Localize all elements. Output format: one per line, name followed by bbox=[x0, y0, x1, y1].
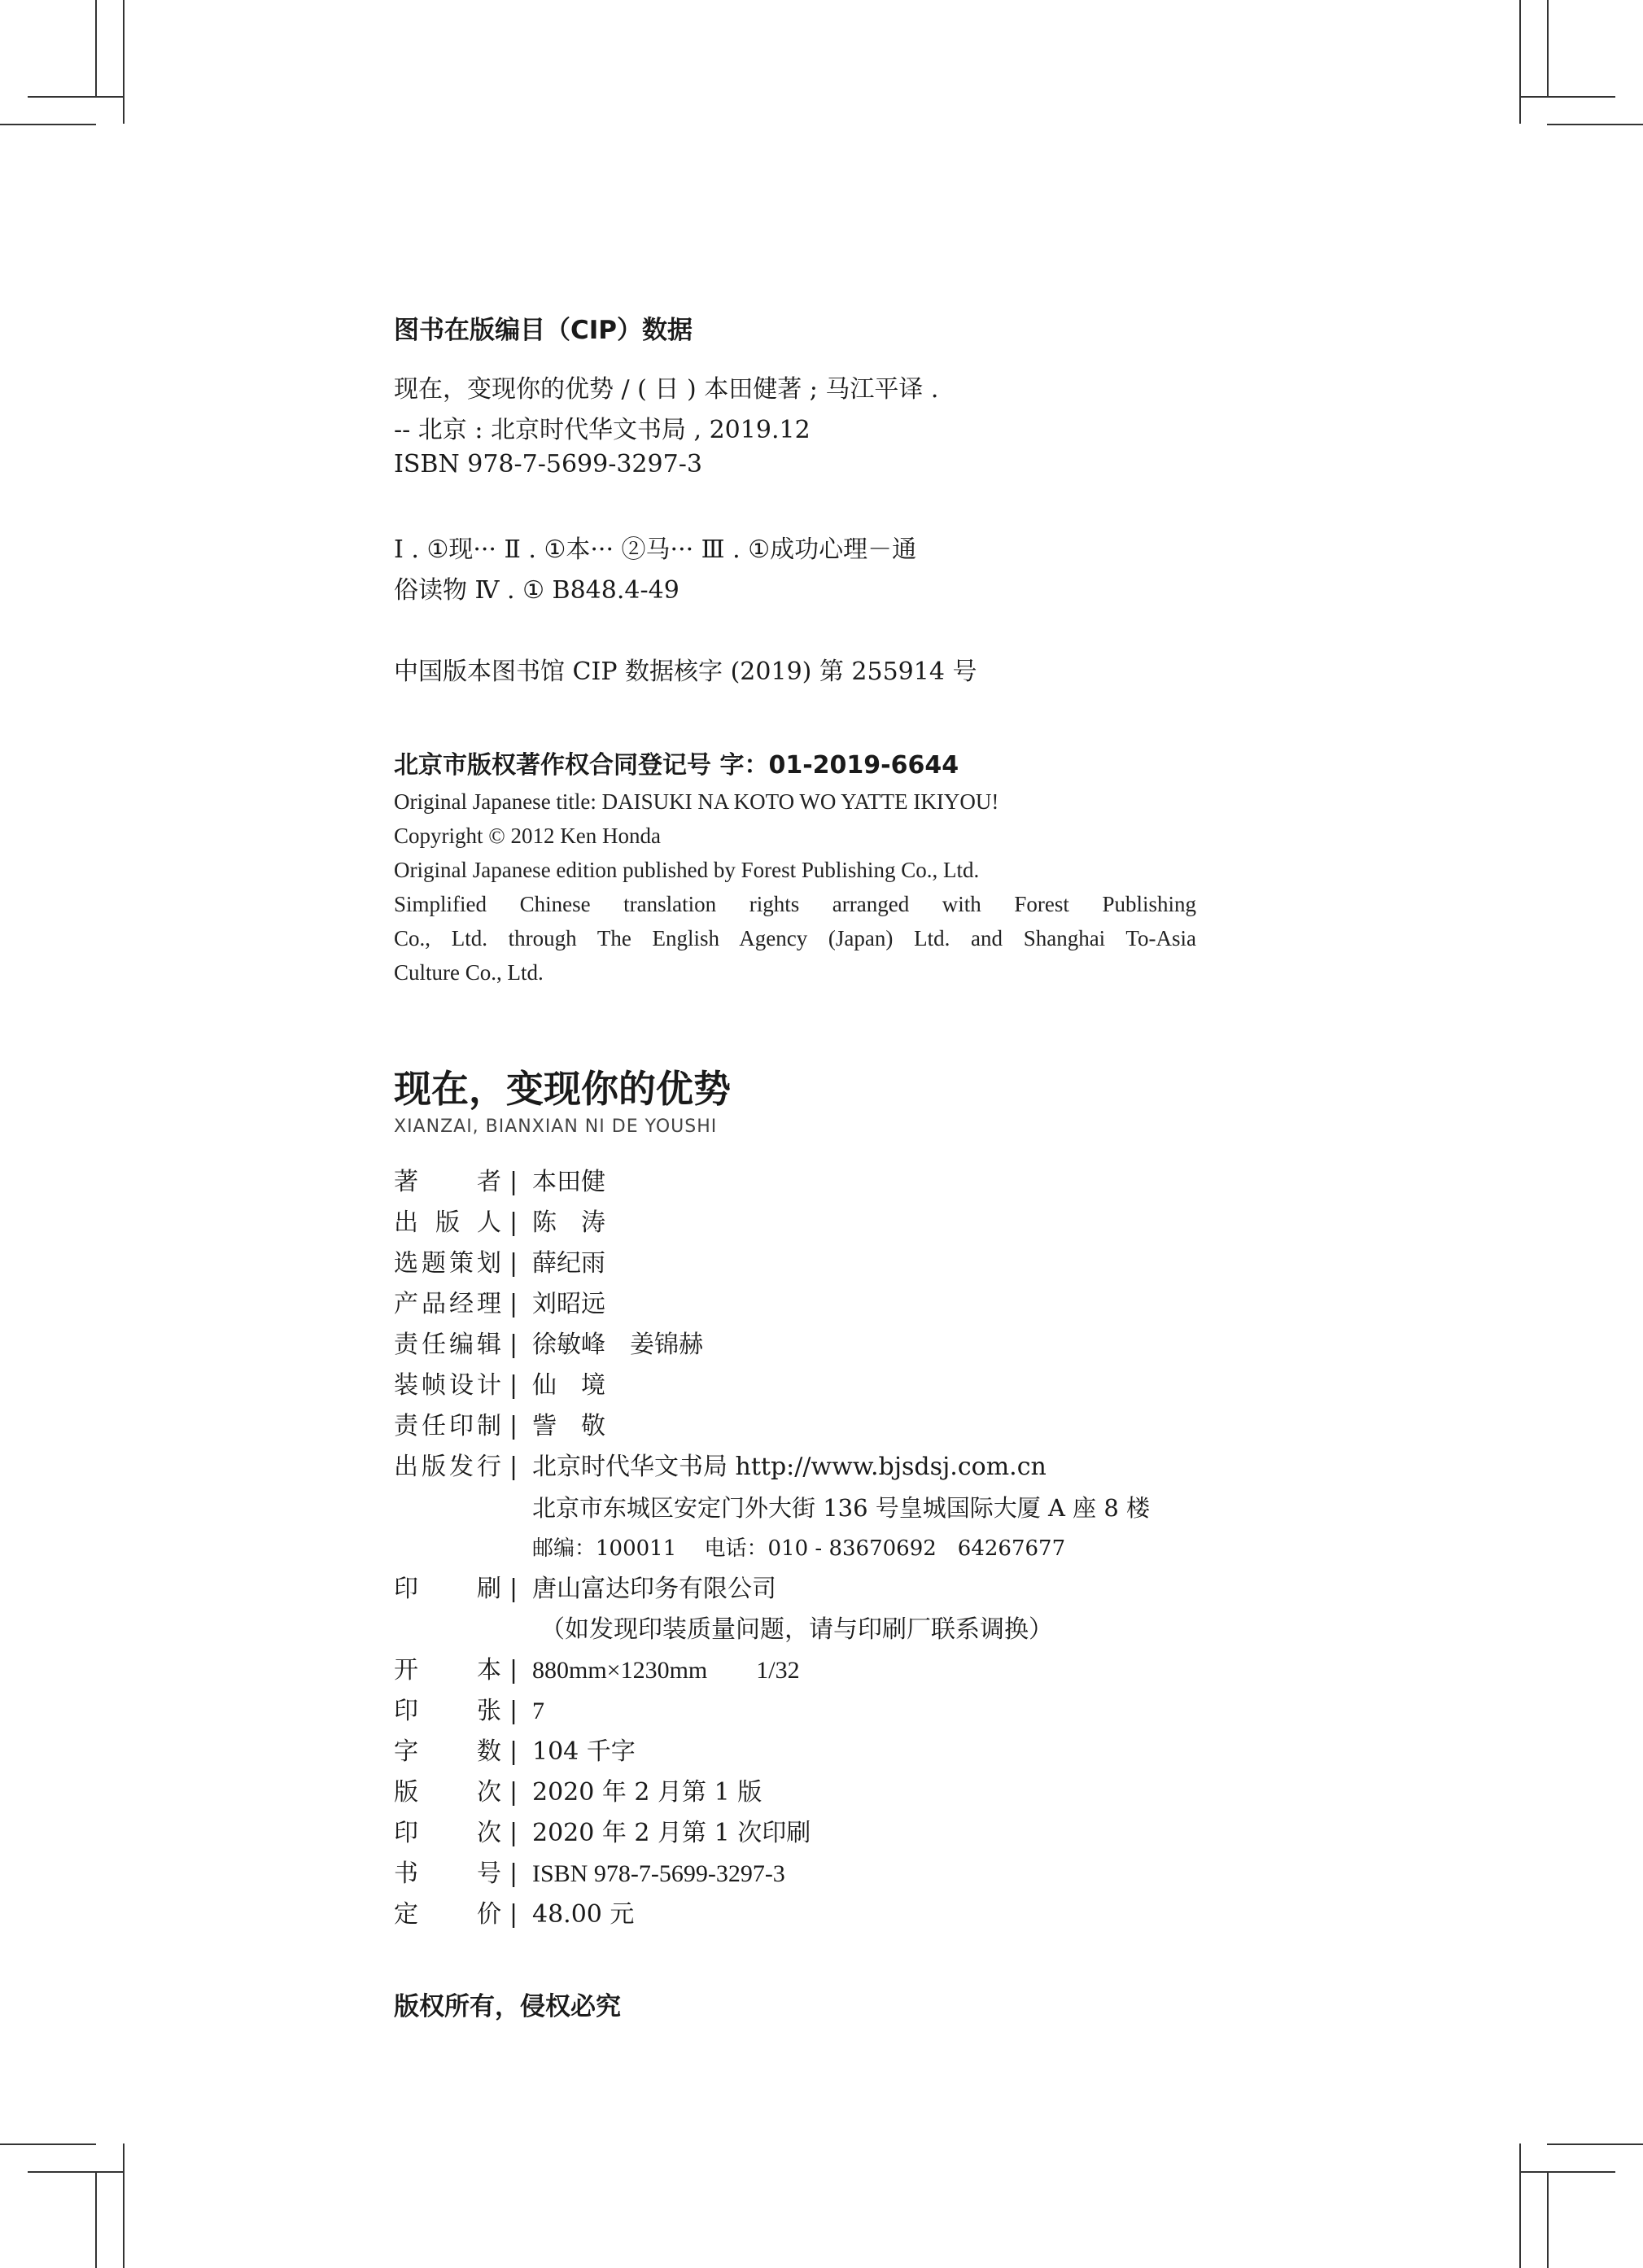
crop-mark bbox=[95, 0, 97, 96]
credit-row-distribution bbox=[394, 1449, 1289, 1490]
credit-label: 印次 bbox=[394, 1819, 501, 1847]
crop-mark bbox=[28, 2171, 124, 2173]
crop-mark bbox=[1519, 0, 1521, 124]
credit-row-price bbox=[394, 1897, 1289, 1938]
publisher-contact: 邮编：100011 电话：010 - 83670692 64267677 bbox=[532, 1536, 1066, 1561]
credit-label: 著者 bbox=[394, 1168, 501, 1196]
publisher-address: 北京市东城区安定门外大街 136 号皇城国际大厦 A 座 8 楼 bbox=[532, 1494, 1151, 1522]
credits-list bbox=[394, 1165, 1289, 1938]
cip-heading: 图书在版编目（CIP）数据 bbox=[394, 316, 693, 345]
credit-label: 书号 bbox=[394, 1859, 501, 1888]
credit-separator: | bbox=[509, 1697, 518, 1725]
credit-separator: | bbox=[509, 1168, 518, 1196]
credit-row-words bbox=[394, 1734, 1289, 1775]
credit-value: 2020 年 2 月第 1 次印刷 bbox=[532, 1819, 811, 1847]
credit-row-printer bbox=[394, 1571, 1289, 1612]
credit-separator: | bbox=[509, 1412, 518, 1440]
credit-value: 徐敏峰 姜锦赫 bbox=[532, 1331, 703, 1359]
crop-mark bbox=[1547, 2171, 1549, 2268]
credit-row-printing-supervisor bbox=[394, 1409, 1289, 1449]
credit-row-author bbox=[394, 1165, 1289, 1205]
credit-value: 唐山富达印务有限公司 bbox=[532, 1575, 776, 1603]
credit-value: 本田健 bbox=[532, 1168, 605, 1196]
credit-row-publisher-person bbox=[394, 1205, 1289, 1246]
credit-separator: | bbox=[509, 1859, 518, 1888]
credit-row-sheets bbox=[394, 1693, 1289, 1734]
credit-row-impression bbox=[394, 1816, 1289, 1856]
credit-value: 880mm×1230mm 1/32 bbox=[532, 1657, 800, 1684]
crop-mark bbox=[0, 124, 96, 125]
crop-mark bbox=[1547, 124, 1643, 125]
copyright-registration: 北京市版权著作权合同登记号 字：01-2019-6644 bbox=[394, 751, 959, 780]
credit-separator: | bbox=[509, 1371, 518, 1400]
crop-mark bbox=[28, 96, 124, 98]
cip-verification-number: 中国版本图书馆 CIP 数据核字 (2019) 第 255914 号 bbox=[394, 658, 977, 686]
credit-label: 选题策划 bbox=[394, 1249, 501, 1278]
crop-mark bbox=[1547, 0, 1549, 96]
credit-value: 104 千字 bbox=[532, 1737, 636, 1766]
credit-row-design bbox=[394, 1368, 1289, 1409]
credit-value: 48.00 元 bbox=[532, 1900, 635, 1929]
credit-value: 2020 年 2 月第 1 版 bbox=[532, 1778, 763, 1807]
credit-row-planning bbox=[394, 1246, 1289, 1287]
credit-value: ISBN 978-7-5699-3297-3 bbox=[532, 1860, 785, 1887]
crop-mark bbox=[123, 2143, 125, 2268]
credit-label: 产品经理 bbox=[394, 1290, 501, 1318]
copyright-line: Co., Ltd. through The English Agency (Japan) Ltd. and Shanghai To-Asia bbox=[394, 926, 1196, 950]
crop-mark bbox=[1519, 2143, 1521, 2268]
crop-mark bbox=[1519, 2171, 1615, 2173]
copyright-line: Original Japanese edition published by Forest Publishing Co., Ltd. bbox=[394, 858, 980, 882]
crop-mark bbox=[1547, 2143, 1643, 2145]
cip-classification-1: Ⅰ . ①现··· Ⅱ . ①本··· ②马··· Ⅲ . ①成功心理－通 bbox=[394, 535, 917, 564]
credit-label: 责任印制 bbox=[394, 1412, 501, 1440]
credit-label: 字数 bbox=[394, 1737, 501, 1766]
copyright-statement bbox=[394, 784, 1208, 990]
book-title-pinyin: XIANZAI, BIANXIAN NI DE YOUSHI bbox=[394, 1117, 718, 1137]
credit-label: 出版发行 bbox=[394, 1453, 501, 1481]
cip-line-isbn: ISBN 978-7-5699-3297-3 bbox=[394, 450, 702, 479]
credit-value: 仙 境 bbox=[532, 1371, 605, 1400]
credit-label: 出版人 bbox=[394, 1208, 501, 1237]
copyright-line: Simplified Chinese translation rights arranged with Forest Publishing bbox=[394, 892, 1196, 916]
credit-row-edition bbox=[394, 1775, 1289, 1816]
crop-mark bbox=[1519, 96, 1615, 98]
credit-separator: | bbox=[509, 1249, 518, 1278]
copyright-line: Copyright © 2012 Ken Honda bbox=[394, 824, 661, 848]
credit-label: 开本 bbox=[394, 1656, 501, 1685]
credit-separator: | bbox=[509, 1290, 518, 1318]
cip-line-title: 现在，变现你的优势 / ( 日 ) 本田健著 ; 马江平译 . bbox=[394, 375, 939, 404]
crop-mark bbox=[0, 2143, 96, 2145]
copyright-line: Original Japanese title: DAISUKI NA KOTO WO YATTE IKIYOU! bbox=[394, 789, 999, 814]
copyright-line: Culture Co., Ltd. bbox=[394, 960, 544, 985]
credit-separator: | bbox=[509, 1737, 518, 1766]
rights-notice: 版权所有，侵权必究 bbox=[394, 1992, 621, 2021]
crop-mark bbox=[95, 2171, 97, 2268]
credit-separator: | bbox=[509, 1575, 518, 1603]
book-title: 现在，变现你的优势 bbox=[394, 1067, 731, 1111]
credit-value: 北京时代华文书局 http://www.bjsdsj.com.cn bbox=[532, 1453, 1047, 1481]
credit-separator: | bbox=[509, 1453, 518, 1481]
crop-mark bbox=[123, 0, 125, 124]
credit-row-isbn bbox=[394, 1856, 1289, 1897]
credit-value: 刘昭远 bbox=[532, 1290, 605, 1318]
credit-separator: | bbox=[509, 1778, 518, 1807]
credit-row-format bbox=[394, 1653, 1289, 1693]
credit-label: 版次 bbox=[394, 1778, 501, 1807]
credit-label: 印张 bbox=[394, 1697, 501, 1725]
printer-note: （如发现印装质量问题，请与印刷厂联系调换） bbox=[540, 1615, 1053, 1644]
credit-label: 装帧设计 bbox=[394, 1371, 501, 1400]
credit-row-product-manager bbox=[394, 1287, 1289, 1327]
credit-value: 陈 涛 bbox=[532, 1208, 605, 1237]
credit-separator: | bbox=[509, 1208, 518, 1237]
credit-label: 定价 bbox=[394, 1900, 501, 1929]
credit-value: 7 bbox=[532, 1698, 544, 1724]
credit-separator: | bbox=[509, 1656, 518, 1685]
credit-value: 訾 敬 bbox=[532, 1412, 605, 1440]
credit-label: 责任编辑 bbox=[394, 1331, 501, 1359]
credit-separator: | bbox=[509, 1331, 518, 1359]
credit-separator: | bbox=[509, 1900, 518, 1929]
credit-row-editors bbox=[394, 1327, 1289, 1368]
credit-value: 薛纪雨 bbox=[532, 1249, 605, 1278]
credit-label: 印刷 bbox=[394, 1575, 501, 1603]
credit-separator: | bbox=[509, 1819, 518, 1847]
cip-line-publisher: -- 北京 : 北京时代华文书局 , 2019.12 bbox=[394, 416, 811, 444]
cip-classification-2: 俗读物 Ⅳ . ① B848.4-49 bbox=[394, 576, 679, 605]
